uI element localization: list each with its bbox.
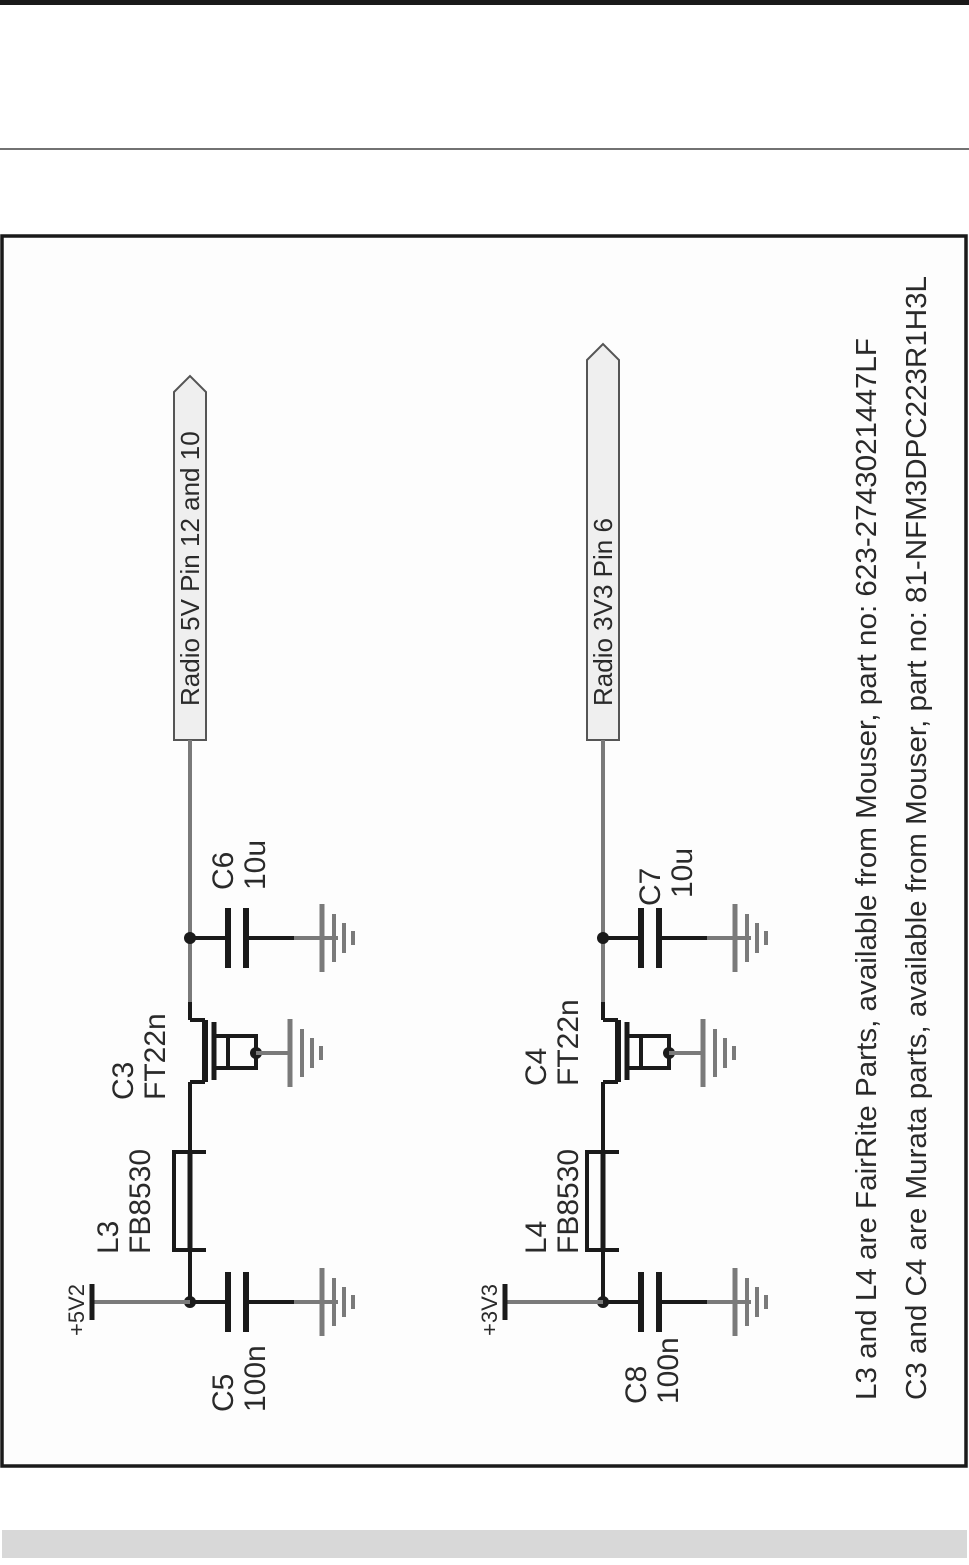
l4-ref: L4	[520, 1220, 553, 1254]
supply-3v3-label: +3V3	[477, 1284, 502, 1336]
c5-ref: C5	[207, 1373, 240, 1412]
schematic-frame	[2, 236, 966, 1466]
l3-ref: L3	[92, 1220, 125, 1254]
c6-value: 10u	[239, 839, 272, 890]
c8-value: 100n	[652, 1337, 685, 1404]
c7-value: 10u	[666, 847, 699, 898]
l3-value: FB8530	[124, 1148, 157, 1254]
c5-value: 100n	[239, 1345, 272, 1412]
top-rule	[0, 0, 969, 5]
c3-value: FT22n	[139, 1013, 172, 1100]
note-line-2: C3 and C4 are Murata parts, available from Mouser, part no: 81-NFM3DPC223R1H3L	[901, 297, 933, 1400]
c8-ref: C8	[620, 1365, 653, 1404]
port-radio-3v3-label: Radio 3V3 Pin 6	[588, 518, 618, 706]
c6-ref: C6	[207, 851, 240, 890]
c4-ref: C4	[520, 1047, 553, 1086]
footer-bar	[2, 1530, 967, 1558]
c4-value: FT22n	[552, 999, 585, 1086]
supply-5v2-label: +5V2	[64, 1284, 89, 1336]
c3-ref: C3	[107, 1061, 140, 1100]
l4-value: FB8530	[552, 1148, 585, 1254]
port-radio-5v-label: Radio 5V Pin 12 and 10	[175, 431, 205, 706]
note-line-1: L3 and L4 are FairRite Parts, available from Mouser, part no: 623-2743021447LF	[851, 360, 883, 1400]
c7-ref: C7	[634, 867, 667, 906]
